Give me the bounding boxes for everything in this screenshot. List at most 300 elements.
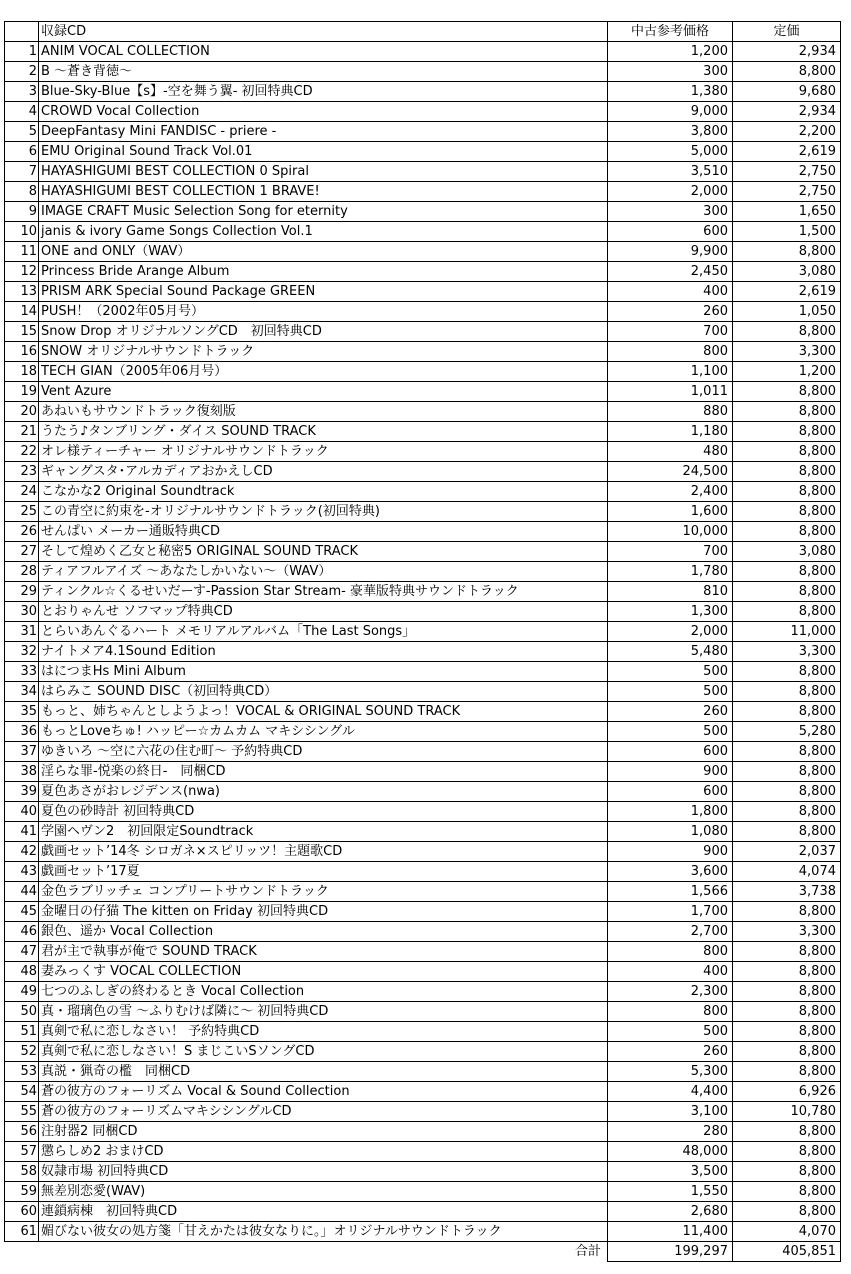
used-price: 3,100 <box>608 1102 733 1122</box>
row-number: 42 <box>5 842 39 862</box>
cd-title: 妻みっくす VOCAL COLLECTION <box>39 962 608 982</box>
list-price: 8,800 <box>733 1042 841 1062</box>
used-price: 500 <box>608 682 733 702</box>
list-price: 8,800 <box>733 442 841 462</box>
cd-title: janis & ivory Game Songs Collection Vol.1 <box>39 222 608 242</box>
cd-title: ギャングスタ･アルカディアおかえしCD <box>39 462 608 482</box>
cd-title: 戯画セット’17夏 <box>39 862 608 882</box>
row-number: 21 <box>5 422 39 442</box>
table-row <box>5 462 841 482</box>
cd-title: EMU Original Sound Track Vol.01 <box>39 142 608 162</box>
row-number: 8 <box>5 182 39 202</box>
total-row <box>5 1242 841 1262</box>
cd-title: 真剣で私に恋しなさい！S まじこいSソングCD <box>39 1042 608 1062</box>
table-row <box>5 1182 841 1202</box>
cd-title: 真・瑠璃色の雪 ～ふりむけば隣に～ 初回特典CD <box>39 1002 608 1022</box>
row-number: 11 <box>5 242 39 262</box>
used-price: 700 <box>608 542 733 562</box>
cd-title: はらみこ SOUND DISC（初回特典CD） <box>39 682 608 702</box>
row-number: 7 <box>5 162 39 182</box>
list-price: 8,800 <box>733 742 841 762</box>
cd-title: ANIM VOCAL COLLECTION <box>39 42 608 62</box>
header-list-price: 定価 <box>733 22 841 42</box>
table-row <box>5 1002 841 1022</box>
list-price: 2,750 <box>733 182 841 202</box>
cd-price-table <box>4 21 841 1262</box>
cd-title: 蒼の彼方のフォーリズムマキシシングルCD <box>39 1102 608 1122</box>
list-price: 8,800 <box>733 902 841 922</box>
list-price: 8,800 <box>733 482 841 502</box>
row-number: 46 <box>5 922 39 942</box>
row-number: 22 <box>5 442 39 462</box>
used-price: 5,300 <box>608 1062 733 1082</box>
used-price: 1,180 <box>608 422 733 442</box>
list-price: 8,800 <box>733 402 841 422</box>
used-price: 800 <box>608 942 733 962</box>
table-row <box>5 982 841 1002</box>
used-price: 2,000 <box>608 182 733 202</box>
used-price: 260 <box>608 702 733 722</box>
table-row <box>5 142 841 162</box>
used-price: 5,000 <box>608 142 733 162</box>
row-number: 10 <box>5 222 39 242</box>
used-price: 1,080 <box>608 822 733 842</box>
table-row <box>5 482 841 502</box>
table-row <box>5 1022 841 1042</box>
row-number: 31 <box>5 622 39 642</box>
table-row <box>5 1062 841 1082</box>
list-price: 8,800 <box>733 1062 841 1082</box>
cd-title: こなかな2 Original Soundtrack <box>39 482 608 502</box>
used-price: 11,400 <box>608 1222 733 1242</box>
list-price: 8,800 <box>733 822 841 842</box>
table-row <box>5 1162 841 1182</box>
cd-title: ティンクル☆くるせいだーす-Passion Star Stream- 豪華版特典サウンドトラック <box>39 582 608 602</box>
list-price: 8,800 <box>733 62 841 82</box>
cd-title: SNOW オリジナルサウンドトラック <box>39 342 608 362</box>
list-price: 2,200 <box>733 122 841 142</box>
table-row <box>5 602 841 622</box>
list-price: 8,800 <box>733 1162 841 1182</box>
list-price: 2,619 <box>733 282 841 302</box>
table-row <box>5 562 841 582</box>
table-row <box>5 902 841 922</box>
used-price: 10,000 <box>608 522 733 542</box>
row-number: 45 <box>5 902 39 922</box>
table-row <box>5 742 841 762</box>
list-price: 8,800 <box>733 682 841 702</box>
cd-title: 真剣で私に恋しなさい！ 予約特典CD <box>39 1022 608 1042</box>
table-row <box>5 502 841 522</box>
used-price: 1,011 <box>608 382 733 402</box>
table-row <box>5 382 841 402</box>
row-number: 54 <box>5 1082 39 1102</box>
used-price: 9,000 <box>608 102 733 122</box>
total-list-price: 405,851 <box>733 1242 841 1262</box>
used-price: 810 <box>608 582 733 602</box>
cd-title: もっと、姉ちゃんとしようよっ！VOCAL & ORIGINAL SOUND TRACK <box>39 702 608 722</box>
list-price: 8,800 <box>733 582 841 602</box>
used-price: 500 <box>608 662 733 682</box>
table-row <box>5 782 841 802</box>
list-price: 8,800 <box>733 1182 841 1202</box>
row-number: 3 <box>5 82 39 102</box>
table-row <box>5 842 841 862</box>
row-number: 32 <box>5 642 39 662</box>
used-price: 600 <box>608 742 733 762</box>
table-row <box>5 942 841 962</box>
total-label: 合計 <box>574 1244 601 1260</box>
cd-title: B ～蒼き背徳～ <box>39 62 608 82</box>
used-price: 500 <box>608 722 733 742</box>
used-price: 600 <box>608 782 733 802</box>
used-price: 9,900 <box>608 242 733 262</box>
cd-title: せんぱい メーカー通販特典CD <box>39 522 608 542</box>
row-number: 33 <box>5 662 39 682</box>
row-number: 26 <box>5 522 39 542</box>
list-price: 8,800 <box>733 982 841 1002</box>
row-number: 2 <box>5 62 39 82</box>
used-price: 2,700 <box>608 922 733 942</box>
list-price: 3,738 <box>733 882 841 902</box>
row-number: 5 <box>5 122 39 142</box>
list-price: 3,300 <box>733 342 841 362</box>
row-number: 44 <box>5 882 39 902</box>
list-price: 2,750 <box>733 162 841 182</box>
row-number: 52 <box>5 1042 39 1062</box>
used-price: 600 <box>608 222 733 242</box>
used-price: 2,300 <box>608 982 733 1002</box>
list-price: 9,680 <box>733 82 841 102</box>
cd-title: ONE and ONLY（WAV） <box>39 242 608 262</box>
list-price: 8,800 <box>733 662 841 682</box>
cd-title: はにつまHs Mini Album <box>39 662 608 682</box>
cd-title: DeepFantasy Mini FANDISC - priere - <box>39 122 608 142</box>
list-price: 8,800 <box>733 1022 841 1042</box>
cd-title: 戯画セット’14冬 シロガネ×スピリッツ！主題歌CD <box>39 842 608 862</box>
table-row <box>5 362 841 382</box>
table-row <box>5 922 841 942</box>
cd-title: 金曜日の仔猫 The kitten on Friday 初回特典CD <box>39 902 608 922</box>
row-number: 39 <box>5 782 39 802</box>
cd-title: HAYASHIGUMI BEST COLLECTION 1 BRAVE! <box>39 182 608 202</box>
row-number: 16 <box>5 342 39 362</box>
cd-title: ナイトメア4.1Sound Edition <box>39 642 608 662</box>
cd-title: 無差別恋愛(WAV) <box>39 1182 608 1202</box>
list-price: 3,300 <box>733 922 841 942</box>
used-price: 1,600 <box>608 502 733 522</box>
cd-title: うたう♪タンブリング・ダイス SOUND TRACK <box>39 422 608 442</box>
table-row <box>5 1202 841 1222</box>
list-price: 8,800 <box>733 782 841 802</box>
cd-title: とらいあんぐるハート メモリアルアルバム「The Last Songs」 <box>39 622 608 642</box>
row-number: 47 <box>5 942 39 962</box>
used-price: 1,566 <box>608 882 733 902</box>
list-price: 8,800 <box>733 1122 841 1142</box>
row-number: 28 <box>5 562 39 582</box>
header-used-price: 中古参考価格 <box>608 22 733 42</box>
table-row <box>5 1222 841 1242</box>
table-row <box>5 822 841 842</box>
row-number: 36 <box>5 722 39 742</box>
list-price: 8,800 <box>733 322 841 342</box>
used-price: 1,100 <box>608 362 733 382</box>
table-row <box>5 82 841 102</box>
used-price: 800 <box>608 342 733 362</box>
row-number: 49 <box>5 982 39 1002</box>
list-price: 3,080 <box>733 542 841 562</box>
list-price: 1,200 <box>733 362 841 382</box>
cd-title: もっとLoveちゅ! ハッピー☆カムカム マキシシングル <box>39 722 608 742</box>
list-price: 8,800 <box>733 462 841 482</box>
cd-title: PRISM ARK Special Sound Package GREEN <box>39 282 608 302</box>
list-price: 8,800 <box>733 522 841 542</box>
list-price: 8,800 <box>733 602 841 622</box>
cd-title: 君が主で執事が俺で SOUND TRACK <box>39 942 608 962</box>
list-price: 2,934 <box>733 42 841 62</box>
table-row <box>5 962 841 982</box>
table-row <box>5 882 841 902</box>
row-number: 15 <box>5 322 39 342</box>
table-row <box>5 762 841 782</box>
header-title: 収録CD <box>39 22 608 42</box>
cd-title: とおりゃんせ ソフマップ特典CD <box>39 602 608 622</box>
cd-title: 連鎖病棟 初回特典CD <box>39 1202 608 1222</box>
cd-title: 蒼の彼方のフォーリズム Vocal & Sound Collection <box>39 1082 608 1102</box>
list-price: 8,800 <box>733 1142 841 1162</box>
row-number: 30 <box>5 602 39 622</box>
used-price: 2,000 <box>608 622 733 642</box>
cd-title: あねいもサウンドトラック復刻版 <box>39 402 608 422</box>
list-price: 8,800 <box>733 1202 841 1222</box>
total-blank <box>5 1242 39 1262</box>
used-price: 280 <box>608 1122 733 1142</box>
row-number: 27 <box>5 542 39 562</box>
row-number: 37 <box>5 742 39 762</box>
header-row <box>5 22 841 42</box>
table-row <box>5 122 841 142</box>
cd-title: 七つのふしぎの終わるとき Vocal Collection <box>39 982 608 1002</box>
used-price: 300 <box>608 62 733 82</box>
list-price: 8,800 <box>733 762 841 782</box>
used-price: 500 <box>608 1022 733 1042</box>
cd-title: 金色ラブリッチェ コンプリートサウンドトラック <box>39 882 608 902</box>
list-price: 1,650 <box>733 202 841 222</box>
row-number: 13 <box>5 282 39 302</box>
row-number: 43 <box>5 862 39 882</box>
cd-title: 淫らな罪-悦楽の終日- 同梱CD <box>39 762 608 782</box>
cd-title: Blue-Sky-Blue【s】-空を舞う翼- 初回特典CD <box>39 82 608 102</box>
list-price: 8,800 <box>733 242 841 262</box>
used-price: 480 <box>608 442 733 462</box>
table-row <box>5 1082 841 1102</box>
cd-title: Vent Azure <box>39 382 608 402</box>
table-row <box>5 422 841 442</box>
table-row <box>5 222 841 242</box>
used-price: 260 <box>608 1042 733 1062</box>
table-row <box>5 802 841 822</box>
table-row <box>5 282 841 302</box>
table-row <box>5 862 841 882</box>
row-number: 4 <box>5 102 39 122</box>
row-number: 61 <box>5 1222 39 1242</box>
row-number: 25 <box>5 502 39 522</box>
cd-title: 夏色あさがおレジデンス(nwa) <box>39 782 608 802</box>
row-number: 29 <box>5 582 39 602</box>
row-number: 14 <box>5 302 39 322</box>
table-row <box>5 322 841 342</box>
table-row <box>5 662 841 682</box>
row-number: 59 <box>5 1182 39 1202</box>
row-number: 18 <box>5 362 39 382</box>
used-price: 700 <box>608 322 733 342</box>
row-number: 56 <box>5 1122 39 1142</box>
used-price: 3,800 <box>608 122 733 142</box>
used-price: 3,510 <box>608 162 733 182</box>
used-price: 3,500 <box>608 1162 733 1182</box>
cd-title: 夏色の砂時計 初回特典CD <box>39 802 608 822</box>
table-row <box>5 242 841 262</box>
list-price: 4,070 <box>733 1222 841 1242</box>
used-price: 900 <box>608 762 733 782</box>
used-price: 1,300 <box>608 602 733 622</box>
cd-title: IMAGE CRAFT Music Selection Song for eternity <box>39 202 608 222</box>
cd-title: 注射器2 同梱CD <box>39 1122 608 1142</box>
list-price: 1,500 <box>733 222 841 242</box>
used-price: 24,500 <box>608 462 733 482</box>
cd-title: 奴隷市場 初回特典CD <box>39 1162 608 1182</box>
cd-title: ティアフルアイズ ～あなたしかいない～（WAV） <box>39 562 608 582</box>
row-number: 19 <box>5 382 39 402</box>
row-number: 24 <box>5 482 39 502</box>
table-row <box>5 62 841 82</box>
total-used-price: 199,297 <box>608 1242 733 1262</box>
used-price: 1,550 <box>608 1182 733 1202</box>
list-price: 8,800 <box>733 422 841 442</box>
row-number: 50 <box>5 1002 39 1022</box>
table-row <box>5 402 841 422</box>
used-price: 1,200 <box>608 42 733 62</box>
table-row <box>5 1102 841 1122</box>
used-price: 2,400 <box>608 482 733 502</box>
cd-title: この青空に約束を-オリジナルサウンドトラック(初回特典) <box>39 502 608 522</box>
table-row <box>5 202 841 222</box>
cd-title: TECH GIAN（2005年06月号） <box>39 362 608 382</box>
list-price: 8,800 <box>733 962 841 982</box>
cd-title: 懲らしめ2 おまけCD <box>39 1142 608 1162</box>
row-number: 12 <box>5 262 39 282</box>
row-number: 48 <box>5 962 39 982</box>
cd-title: Princess Bride Arange Album <box>39 262 608 282</box>
cd-title: Snow Drop オリジナルソングCD 初回特典CD <box>39 322 608 342</box>
list-price: 6,926 <box>733 1082 841 1102</box>
table-row <box>5 342 841 362</box>
row-number: 40 <box>5 802 39 822</box>
list-price: 8,800 <box>733 802 841 822</box>
table-row <box>5 542 841 562</box>
list-price: 8,800 <box>733 562 841 582</box>
list-price: 8,800 <box>733 1002 841 1022</box>
list-price: 8,800 <box>733 502 841 522</box>
table-row <box>5 1122 841 1142</box>
row-number: 60 <box>5 1202 39 1222</box>
list-price: 10,780 <box>733 1102 841 1122</box>
table-row <box>5 622 841 642</box>
row-number: 20 <box>5 402 39 422</box>
row-number: 58 <box>5 1162 39 1182</box>
list-price: 3,300 <box>733 642 841 662</box>
cd-title: 媚びない彼女の処方箋「甘えかたは彼女なりに。」オリジナルサウンドトラック <box>39 1222 608 1242</box>
list-price: 2,619 <box>733 142 841 162</box>
used-price: 2,680 <box>608 1202 733 1222</box>
row-number: 57 <box>5 1142 39 1162</box>
cd-title: そして煌めく乙女と秘密5 ORIGINAL SOUND TRACK <box>39 542 608 562</box>
used-price: 1,380 <box>608 82 733 102</box>
row-number: 53 <box>5 1062 39 1082</box>
list-price: 2,934 <box>733 102 841 122</box>
row-number: 41 <box>5 822 39 842</box>
table-row <box>5 682 841 702</box>
used-price: 400 <box>608 962 733 982</box>
row-number: 9 <box>5 202 39 222</box>
used-price: 48,000 <box>608 1142 733 1162</box>
row-number: 23 <box>5 462 39 482</box>
table-row <box>5 522 841 542</box>
used-price: 1,780 <box>608 562 733 582</box>
table-row <box>5 162 841 182</box>
used-price: 1,700 <box>608 902 733 922</box>
list-price: 8,800 <box>733 942 841 962</box>
list-price: 3,080 <box>733 262 841 282</box>
table-row <box>5 642 841 662</box>
used-price: 260 <box>608 302 733 322</box>
used-price: 300 <box>608 202 733 222</box>
used-price: 400 <box>608 282 733 302</box>
list-price: 11,000 <box>733 622 841 642</box>
list-price: 8,800 <box>733 382 841 402</box>
list-price: 5,280 <box>733 722 841 742</box>
row-number: 35 <box>5 702 39 722</box>
row-number: 55 <box>5 1102 39 1122</box>
cd-title: ゆきいろ ～空に六花の住む町～ 予約特典CD <box>39 742 608 762</box>
used-price: 5,480 <box>608 642 733 662</box>
cd-title: 真説・猟奇の檻 同梱CD <box>39 1062 608 1082</box>
table-row <box>5 42 841 62</box>
cd-title: 銀色、遥か Vocal Collection <box>39 922 608 942</box>
cd-title: 学園ヘヴン2 初回限定Soundtrack <box>39 822 608 842</box>
row-number: 38 <box>5 762 39 782</box>
used-price: 900 <box>608 842 733 862</box>
list-price: 2,037 <box>733 842 841 862</box>
used-price: 3,600 <box>608 862 733 882</box>
row-number: 1 <box>5 42 39 62</box>
list-price: 4,074 <box>733 862 841 882</box>
cd-title: CROWD Vocal Collection <box>39 102 608 122</box>
used-price: 880 <box>608 402 733 422</box>
row-number: 34 <box>5 682 39 702</box>
cd-title: HAYASHIGUMI BEST COLLECTION 0 Spiral <box>39 162 608 182</box>
table-row <box>5 582 841 602</box>
table-row <box>5 442 841 462</box>
table-row <box>5 1042 841 1062</box>
table-row <box>5 102 841 122</box>
used-price: 2,450 <box>608 262 733 282</box>
table-row <box>5 1142 841 1162</box>
table-row <box>5 182 841 202</box>
used-price: 1,800 <box>608 802 733 822</box>
row-number: 6 <box>5 142 39 162</box>
list-price: 1,050 <box>733 302 841 322</box>
